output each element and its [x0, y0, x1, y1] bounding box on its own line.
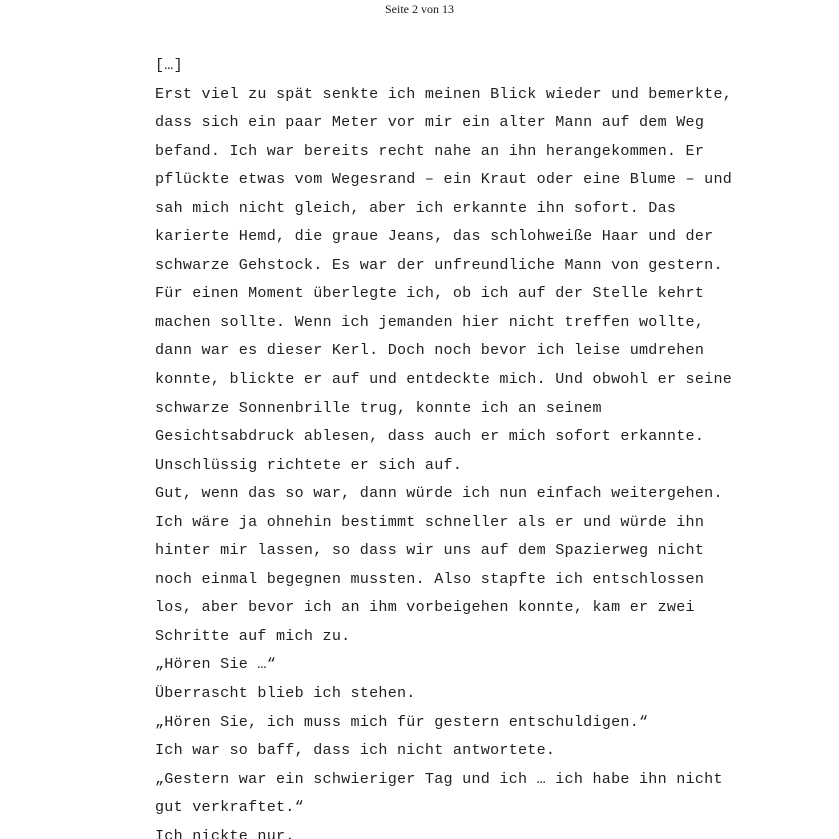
text-line: […] [155, 56, 183, 74]
body-text [155, 51, 733, 839]
text-line: pflückte etwas vom Wegesrand – ein Kraut oder eine Blume – und [155, 170, 733, 189]
text-line: karierte Hemd, die graue Jeans, das schlohweiße Haar und der [155, 227, 714, 246]
text-line: Unschlüssig richtete er sich auf. [155, 455, 463, 474]
text-line: dann war es dieser Kerl. Doch noch bevor ich leise umdrehen [155, 341, 705, 360]
text-line: dass sich ein paar Meter vor mir ein alter Mann auf dem Weg [155, 113, 705, 132]
text-line: sah mich nicht gleich, aber ich erkannte ihn sofort. Das [155, 198, 677, 217]
text-line: Schritte auf mich zu. [155, 626, 351, 645]
text-line: schwarze Gehstock. Es war der unfreundliche Mann von gestern. [155, 255, 723, 274]
text-line: „Gestern war ein schwieriger Tag und ich … ich habe ihn nicht [155, 769, 723, 788]
text-line: Ich war so baff, dass ich nicht antwortete. [155, 741, 556, 760]
text-line: gut verkraftet.“ [155, 798, 304, 817]
text-line: Gesichtsabdruck ablesen, dass auch er mich sofort erkannte. [155, 427, 705, 446]
text-line: „Hören Sie, ich muss mich für gestern entschuldigen.“ [155, 712, 649, 731]
text-line: Ich nickte nur. [155, 826, 295, 839]
text-line: Überrascht blieb ich stehen. [155, 684, 416, 703]
text-line: befand. Ich war bereits recht nahe an ihn herangekommen. Er [155, 141, 705, 160]
text-line: Für einen Moment überlegte ich, ob ich auf der Stelle kehrt [155, 284, 705, 303]
text-line: hinter mir lassen, so dass wir uns auf dem Spazierweg nicht [155, 541, 705, 560]
page-indicator: Seite 2 von 13 [385, 2, 454, 16]
text-line: schwarze Sonnenbrille trug, konnte ich an seinem [155, 398, 602, 417]
text-line: machen sollte. Wenn ich jemanden hier nicht treffen wollte, [155, 312, 705, 331]
text-line: Erst viel zu spät senkte ich meinen Blick wieder und bemerkte, [155, 84, 733, 103]
text-line: noch einmal begegnen mussten. Also stapfte ich entschlossen [155, 569, 705, 588]
text-line: Ich wäre ja ohnehin bestimmt schneller als er und würde ihn [155, 512, 705, 531]
text-line: los, aber bevor ich an ihm vorbeigehen konnte, kam er zwei [155, 598, 695, 617]
text-line: Gut, wenn das so war, dann würde ich nun einfach weitergehen. [155, 484, 723, 503]
text-line: „Hören Sie …“ [155, 655, 277, 674]
text-line: konnte, blickte er auf und entdeckte mich. Und obwohl er seine [155, 370, 733, 389]
